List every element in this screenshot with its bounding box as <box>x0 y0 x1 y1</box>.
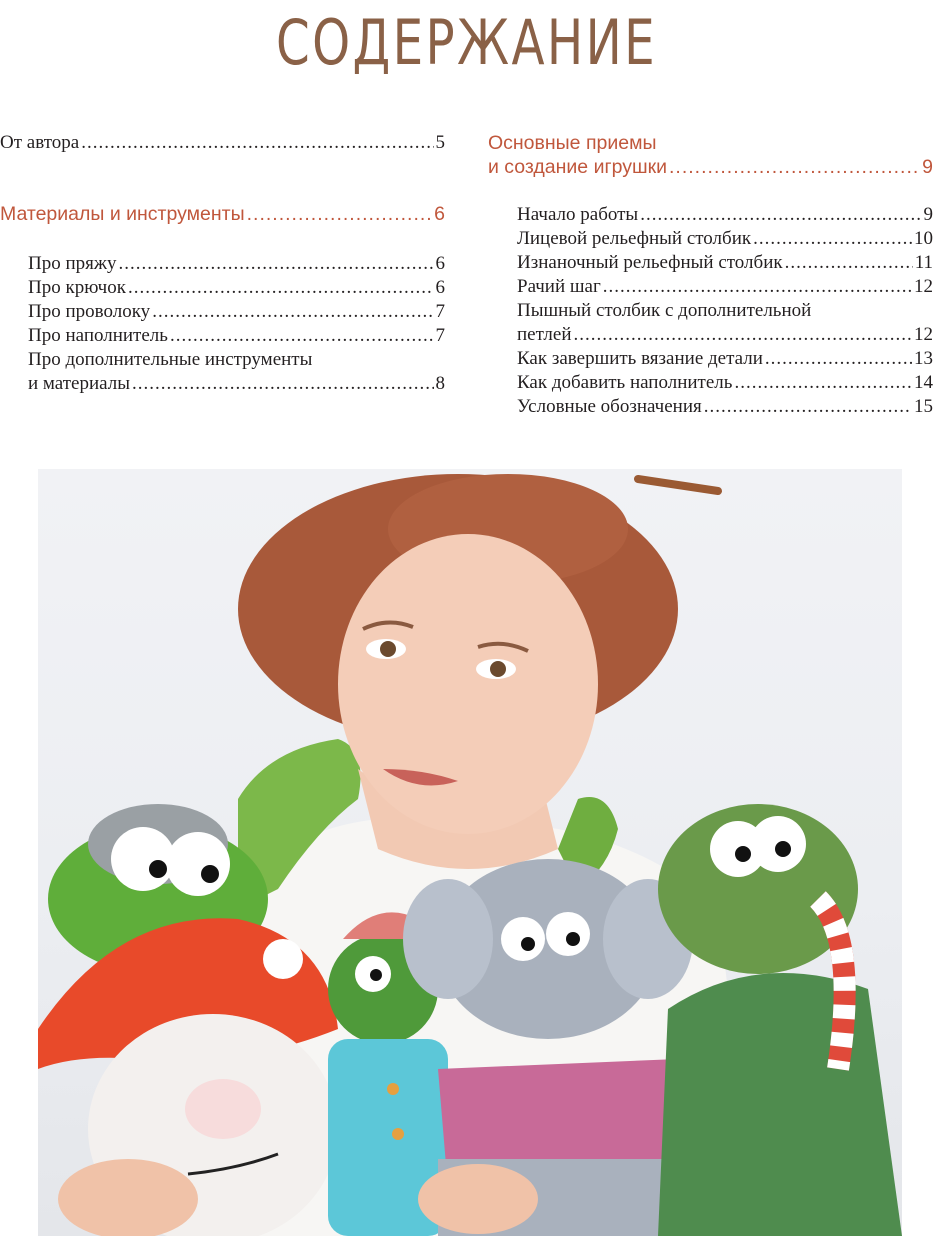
toc-entry-crab-stitch[interactable] <box>517 275 933 299</box>
toc-entry-label: и материалы <box>28 373 131 394</box>
leader-dots <box>132 372 433 396</box>
leader-dots <box>152 300 433 324</box>
toc-entry-label: Начало работы <box>517 204 639 225</box>
leader-dots <box>785 251 913 275</box>
toc-entry-label: Как завершить вязание детали <box>517 348 763 369</box>
toc-entry-yarn[interactable] <box>28 252 445 276</box>
toc-entry-page: 12 <box>914 324 933 345</box>
leader-dots <box>574 323 912 347</box>
leader-dots <box>81 131 433 155</box>
leader-dots <box>669 155 920 179</box>
toc-entry-front-post[interactable] <box>517 227 933 251</box>
toc-entry-page: 6 <box>435 253 445 274</box>
toc-entry-label: Про крючок <box>28 277 126 298</box>
toc-entry-label: Условные обозначения <box>517 396 702 417</box>
toc-entry-page: 5 <box>435 132 445 153</box>
toc-entry-label: Изнаночный рельефный столбик <box>517 252 783 273</box>
leader-dots <box>128 276 434 300</box>
toc-section-label: и создание игрушки <box>488 156 668 178</box>
author-with-toys-illustration <box>38 469 902 1236</box>
leader-dots <box>119 252 434 276</box>
toc-section-page: 9 <box>922 156 933 178</box>
toc-entry-legend[interactable] <box>517 395 933 419</box>
toc-entry-page: 9 <box>923 204 933 225</box>
leader-dots <box>704 395 912 419</box>
toc-entry-start[interactable] <box>517 203 933 227</box>
toc-entry-page: 12 <box>914 276 933 297</box>
toc-entry-finish[interactable] <box>517 347 933 371</box>
toc-entry-page: 10 <box>914 228 933 249</box>
toc-entry-label: Как добавить наполнитель <box>517 372 733 393</box>
toc-entry-label: Про наполнитель <box>28 325 168 346</box>
author-photo <box>38 469 902 1236</box>
toc-entry-label: Рачий шаг <box>517 276 601 297</box>
toc-section-label: Материалы и инструменты <box>0 203 245 225</box>
leader-dots <box>765 347 912 371</box>
toc-entry-page: 8 <box>435 373 445 394</box>
toc-entry-page: 7 <box>435 325 445 346</box>
toc-entry-label: Лицевой рельефный столбик <box>517 228 752 249</box>
toc-section-materials[interactable] <box>0 202 445 226</box>
leader-dots <box>753 227 912 251</box>
toc-entry-label: Про пряжу <box>28 253 117 274</box>
toc-section-basics[interactable] <box>488 155 933 179</box>
toc-entry-tools[interactable] <box>28 372 445 396</box>
toc-entry-page: 7 <box>435 301 445 322</box>
toc-entry-hook[interactable] <box>28 276 445 300</box>
leader-dots <box>603 275 912 299</box>
toc-section-page: 6 <box>434 203 445 225</box>
page-title: СОДЕРЖАНИЕ <box>275 6 658 79</box>
toc-entry-page: 11 <box>914 252 933 273</box>
toc-entry-intro[interactable] <box>0 131 445 155</box>
leader-dots <box>247 202 433 226</box>
toc-entry-wire[interactable] <box>28 300 445 324</box>
toc-entry-tools-line1[interactable]: Про дополнительные инструменты <box>28 349 313 370</box>
toc-entry-puff-line1[interactable]: Пышный столбик с дополнительной <box>517 300 812 321</box>
leader-dots <box>734 371 912 395</box>
toc-entry-back-post[interactable] <box>517 251 933 275</box>
toc-entry-page: 14 <box>914 372 933 393</box>
toc-entry-label: петлей <box>517 324 572 345</box>
toc-entry-label: Про проволоку <box>28 301 151 322</box>
toc-entry-puff[interactable] <box>517 323 933 347</box>
leader-dots <box>170 324 434 348</box>
toc-entry-label: От автора <box>0 132 80 153</box>
toc-entry-page: 15 <box>914 396 933 417</box>
leader-dots <box>640 203 921 227</box>
toc-entry-page: 13 <box>914 348 933 369</box>
toc-section-basics-line1[interactable]: Основные приемы <box>488 132 657 154</box>
toc-entry-page: 6 <box>435 277 445 298</box>
toc-entry-stuffing[interactable] <box>517 371 933 395</box>
toc-entry-filler[interactable] <box>28 324 445 348</box>
